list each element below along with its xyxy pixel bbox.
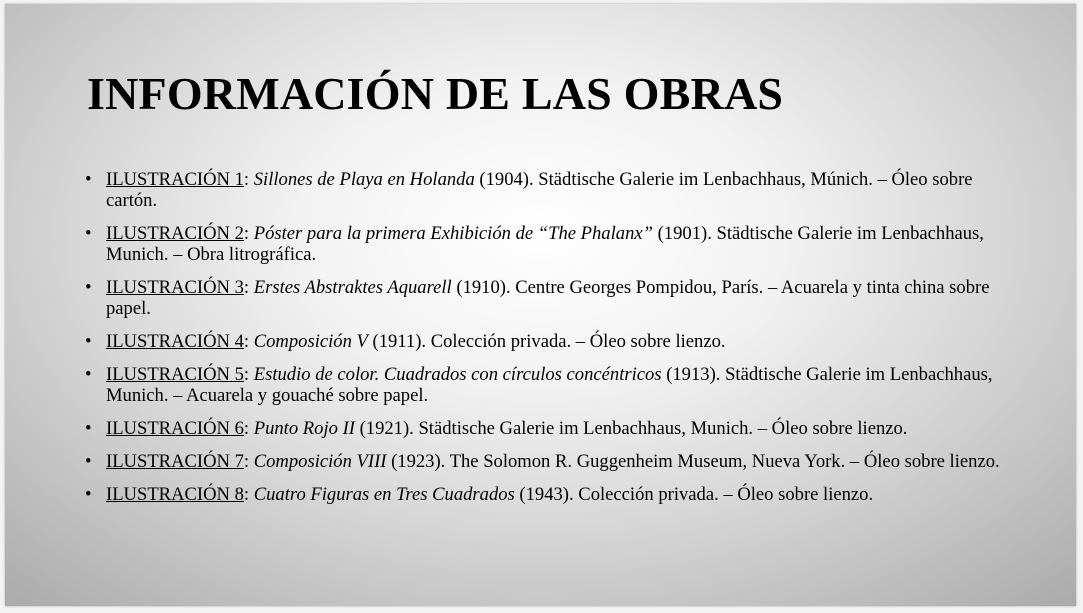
label-separator: : (243, 484, 254, 505)
bullet-icon: • (85, 331, 92, 352)
illustration-label: ILUSTRACIÓN 2 (106, 223, 244, 244)
illustration-label: ILUSTRACIÓN 4 (106, 331, 244, 352)
artwork-details: (1943). Colección privada. – Óleo sobre lienzo. (514, 484, 874, 505)
artwork-details: (1921). Städtische Galerie im Lenbachhaus, Munich. – Óleo sobre lienzo. (354, 418, 908, 439)
illustration-label: ILUSTRACIÓN 8 (106, 484, 244, 505)
artwork-title: Composición VIII (253, 451, 387, 472)
artwork-title: Composición V (253, 331, 368, 352)
illustration-label: ILUSTRACIÓN 7 (106, 451, 244, 472)
artwork-details: (1923). The Solomon R. Guggenheim Museum, Nueva York. – Óleo sobre lienzo. (386, 451, 1000, 472)
list-item (85, 277, 1015, 319)
list-item (85, 364, 1015, 406)
bullet-icon: • (85, 223, 92, 244)
artwork-details: (1910). Centre Georges Pompidou, París. – Acuarela y tinta china sobre papel. (106, 277, 990, 319)
list-item (85, 223, 1015, 265)
list-item (85, 418, 1015, 439)
bullet-icon: • (85, 277, 92, 298)
label-separator: : (243, 451, 254, 472)
artwork-details: (1913). Städtische Galerie im Lenbachhaus, Munich. – Acuarela y gouaché sobre papel. (106, 364, 993, 406)
bullet-icon: • (85, 364, 92, 385)
label-separator: : (243, 418, 254, 439)
artwork-title: Punto Rojo II (253, 418, 355, 439)
label-separator: : (243, 331, 254, 352)
label-separator: : (243, 364, 254, 385)
list-item (85, 331, 1015, 352)
label-separator: : (243, 223, 254, 244)
artwork-info-list (85, 169, 1015, 517)
illustration-label: ILUSTRACIÓN 6 (106, 418, 244, 439)
label-separator: : (243, 277, 254, 298)
artwork-details: (1901). Städtische Galerie im Lenbachhaus, Munich. – Obra litrográfica. (106, 223, 984, 265)
artwork-details: (1904). Städtische Galerie im Lenbachhaus, Múnich. – Óleo sobre cartón. (106, 169, 973, 211)
illustration-label: ILUSTRACIÓN 5 (106, 364, 244, 385)
bullet-icon: • (85, 451, 92, 472)
bullet-icon: • (85, 484, 92, 505)
artwork-title: Póster para la primera Exhibición de “The Phalanx” (253, 223, 653, 244)
list-item (85, 169, 1015, 211)
label-separator: : (243, 169, 254, 190)
illustration-label: ILUSTRACIÓN 3 (106, 277, 244, 298)
bullet-icon: • (85, 169, 92, 190)
artwork-title: Cuatro Figuras en Tres Cuadrados (253, 484, 515, 505)
illustration-label: ILUSTRACIÓN 1 (106, 169, 244, 190)
list-item (85, 451, 1015, 472)
artwork-details: (1911). Colección privada. – Óleo sobre lienzo. (367, 331, 726, 352)
artwork-title: Estudio de color. Cuadrados con círculos concéntricos (253, 364, 662, 385)
slide-title: INFORMACIÓN DE LAS OBRAS (87, 68, 784, 119)
bullet-icon: • (85, 418, 92, 439)
artwork-title: Erstes Abstraktes Aquarell (253, 277, 452, 298)
list-item (85, 484, 1015, 505)
artwork-title: Sillones de Playa en Holanda (253, 169, 475, 190)
slide (5, 4, 1076, 606)
